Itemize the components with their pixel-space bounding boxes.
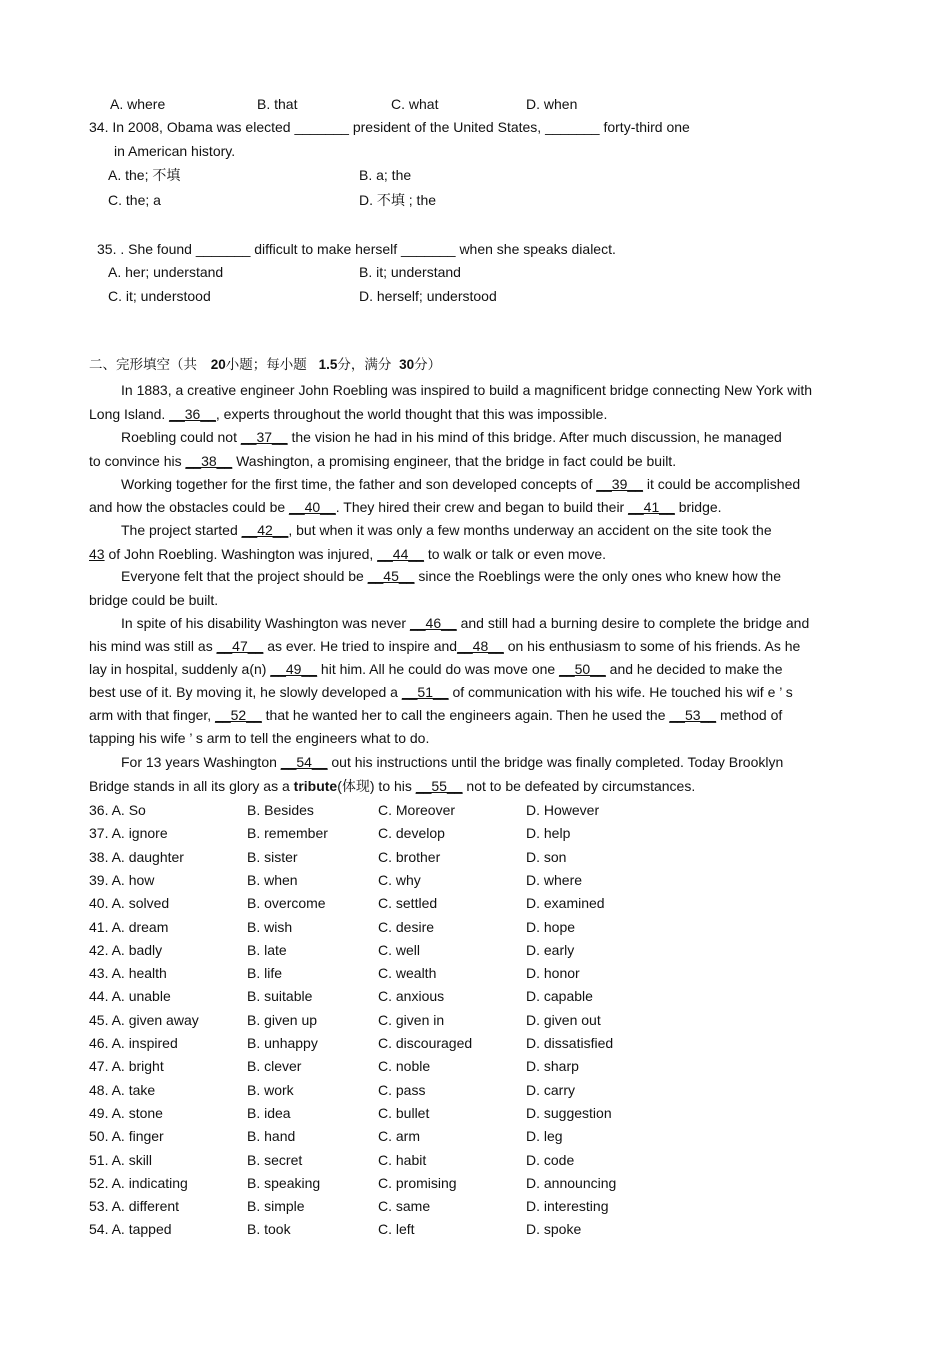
q33-option-c: C. what bbox=[391, 96, 439, 112]
q33-option-d: D. when bbox=[526, 96, 578, 112]
blank-51: __51__ bbox=[401, 684, 449, 700]
question-44-option-b: B. suitable bbox=[247, 988, 313, 1005]
passage-text: Bridge stands in all its glory as a bbox=[89, 778, 294, 794]
blank-41: __41__ bbox=[628, 499, 675, 515]
section-heading-part: 小题；每小题 bbox=[225, 357, 307, 372]
question-49-option-a: 49. A. stone bbox=[89, 1104, 163, 1121]
question-42-option-b: B. late bbox=[247, 941, 287, 958]
passage-text: In spite of his disability Washington was never bbox=[121, 615, 410, 631]
blank-50: __50__ bbox=[559, 661, 606, 677]
blank-54: __54__ bbox=[280, 754, 328, 770]
question-50-option-d: D. leg bbox=[526, 1128, 563, 1145]
blank-37: __37__ bbox=[240, 429, 288, 445]
question-52-option-b: B. speaking bbox=[247, 1174, 321, 1191]
question-47-option-a: 47. A. bright bbox=[89, 1058, 164, 1075]
question-51-option-d: D. code bbox=[526, 1151, 575, 1168]
question-49-option-d: D. suggestion bbox=[526, 1104, 612, 1121]
passage-text: Everyone felt that the project should be bbox=[121, 568, 368, 584]
question-43-option-d: D. honor bbox=[526, 965, 580, 982]
passage-line bbox=[89, 545, 606, 563]
blank-47: __47__ bbox=[216, 638, 264, 654]
question-52-option-c: C. promising bbox=[378, 1174, 457, 1191]
blank-45: __45__ bbox=[367, 568, 415, 584]
q33-option-a: A. where bbox=[110, 96, 166, 112]
blank-52: __52__ bbox=[215, 707, 262, 723]
question-46-option-c: C. discouraged bbox=[378, 1035, 473, 1051]
passage-text: For 13 years Washington bbox=[121, 754, 281, 770]
passage-text: , experts throughout the world thought that this was impossible. bbox=[215, 406, 608, 422]
passage-text: out his instructions until the bridge was finally completed. Today Brooklyn bbox=[327, 754, 784, 770]
passage-text: and how the obstacles could be bbox=[89, 499, 290, 515]
passage-line bbox=[89, 637, 800, 655]
question-52-option-d: D. announcing bbox=[526, 1174, 617, 1191]
question-39-option-d: D. where bbox=[526, 871, 583, 888]
question-46-option-b: B. unhappy bbox=[247, 1035, 318, 1051]
question-42-option-c: C. well bbox=[378, 941, 421, 958]
blank-55: __55__ bbox=[415, 778, 463, 794]
blank-46: __46__ bbox=[409, 615, 457, 631]
question-47-option-b: B. clever bbox=[247, 1058, 302, 1075]
question-36-option-b: B. Besides bbox=[247, 802, 314, 818]
question-49-option-c: C. bullet bbox=[378, 1104, 430, 1121]
question-44-option-d: D. capable bbox=[526, 988, 593, 1005]
passage-line bbox=[89, 405, 607, 423]
q33-option-b: B. that bbox=[257, 96, 298, 112]
question-38-option-b: B. sister bbox=[247, 848, 298, 865]
question-41-option-a: 41. A. dream bbox=[89, 918, 169, 935]
question-37-option-d: D. help bbox=[526, 825, 571, 842]
question-38-option-a: 38. A. daughter bbox=[89, 848, 184, 865]
q35-stem: 35. . She found _______ difficult to make herself _______ when she speaks dialect. bbox=[97, 241, 616, 257]
blank-36: __36__ bbox=[169, 406, 216, 422]
blank-38: __38__ bbox=[185, 453, 233, 469]
passage-line bbox=[89, 706, 782, 724]
question-37-option-b: B. remember bbox=[247, 825, 328, 842]
question-53-option-b: B. simple bbox=[247, 1198, 305, 1215]
passage-line bbox=[89, 683, 793, 701]
section-heading-part: 二、完形填空（共 bbox=[89, 357, 197, 372]
passage-text: to walk or talk or even move. bbox=[423, 546, 607, 562]
q34-option-b: B. a; the bbox=[359, 167, 412, 183]
q34-option-d: D. 不填 ; the bbox=[359, 192, 437, 208]
question-41-option-b: B. wish bbox=[247, 918, 293, 935]
passage-text: tapping his wife ’ s arm to tell the engineers what to do. bbox=[89, 730, 430, 746]
passage-text: hit him. All he could do was move one bbox=[317, 661, 560, 677]
passage-text: method of bbox=[716, 707, 783, 723]
q35-option-b: B. it; understand bbox=[359, 264, 461, 280]
passage-text: bridge could be built. bbox=[89, 592, 219, 608]
question-36-option-c: C. Moreover bbox=[378, 802, 456, 818]
passage-text: , but when it was only a few months underway an accident on the site took the bbox=[288, 522, 772, 538]
question-37-option-c: C. develop bbox=[378, 825, 445, 842]
question-39-option-b: B. when bbox=[247, 871, 298, 888]
q35-option-c: C. it; understood bbox=[108, 288, 211, 304]
passage-text: on his enthusiasm to some of his friends. As he bbox=[503, 638, 801, 654]
q35-option-d: D. herself; understood bbox=[359, 288, 497, 304]
passage-line bbox=[121, 381, 812, 399]
question-53-option-c: C. same bbox=[378, 1198, 431, 1215]
question-47-option-c: C. noble bbox=[378, 1058, 431, 1075]
blank-53: __53__ bbox=[669, 707, 717, 723]
question-50-option-b: B. hand bbox=[247, 1128, 296, 1145]
q35-option-a: A. her; understand bbox=[108, 264, 224, 280]
passage-line bbox=[121, 521, 772, 539]
question-41-option-d: D. hope bbox=[526, 918, 576, 935]
question-46-option-d: D. dissatisfied bbox=[526, 1035, 614, 1051]
question-49-option-b: B. idea bbox=[247, 1104, 291, 1121]
passage-text: as ever. He tried to inspire and bbox=[263, 638, 458, 654]
question-38-option-c: C. brother bbox=[378, 848, 441, 865]
question-51-option-c: C. habit bbox=[378, 1151, 427, 1168]
blank-44: __44__ bbox=[377, 546, 424, 562]
blank-49: __49__ bbox=[270, 661, 318, 677]
blank-40: __40__ bbox=[289, 499, 336, 515]
passage-text: it could be accomplished bbox=[642, 476, 801, 492]
section-heading bbox=[89, 356, 441, 374]
passage-text: to convince his bbox=[89, 453, 186, 469]
question-39-option-a: 39. A. how bbox=[89, 871, 155, 888]
section-heading-points: 1.5 bbox=[318, 357, 338, 372]
passage-text: not to be defeated by circumstances. bbox=[462, 778, 696, 794]
passage-text: arm with that finger, bbox=[89, 707, 216, 723]
question-48-option-c: C. pass bbox=[378, 1081, 426, 1098]
passage-text: best use of it. By moving it, he slowly developed a bbox=[89, 684, 402, 700]
question-54-option-b: B. took bbox=[247, 1221, 291, 1238]
passage-text: . They hired their crew and began to build their bbox=[335, 499, 629, 515]
question-50-option-c: C. arm bbox=[378, 1128, 420, 1145]
passage-line bbox=[121, 753, 783, 771]
question-36-option-d: D. However bbox=[526, 802, 600, 818]
question-42-option-d: D. early bbox=[526, 941, 575, 958]
question-40-option-a: 40. A. solved bbox=[89, 895, 170, 912]
passage-text: Working together for the first time, the father and son developed concepts of bbox=[121, 476, 597, 492]
passage-text: and still had a burning desire to complete the bridge and bbox=[456, 615, 810, 631]
passage-text: Washington, a promising engineer, that the bridge in fact could be built. bbox=[232, 453, 677, 469]
question-45-option-a: 45. A. given away bbox=[89, 1011, 199, 1028]
question-43-option-b: B. life bbox=[247, 965, 283, 982]
passage-line bbox=[89, 452, 676, 470]
section-heading-total: 30 bbox=[399, 357, 415, 372]
passage-text: and he decided to make the bbox=[605, 661, 783, 677]
blank-42: __42__ bbox=[241, 522, 289, 538]
question-50-option-a: 50. A. finger bbox=[89, 1128, 164, 1145]
question-40-option-b: B. overcome bbox=[247, 895, 326, 912]
passage-text: In 1883, a creative engineer John Roebling was inspired to build a magnificent bridge connecting New York with bbox=[121, 382, 813, 398]
question-42-option-a: 42. A. badly bbox=[89, 941, 163, 958]
passage-text: Long Island. bbox=[89, 406, 170, 422]
passage-text: his mind was still as bbox=[89, 638, 217, 654]
question-51-option-a: 51. A. skill bbox=[89, 1151, 153, 1168]
q34-option-c: C. the; a bbox=[108, 192, 161, 208]
blank-39: __39__ bbox=[596, 476, 643, 492]
passage-text: since the Roeblings were the only ones who knew how the bbox=[414, 568, 781, 584]
passage-line bbox=[121, 614, 809, 632]
question-38-option-d: D. son bbox=[526, 848, 567, 865]
question-41-option-c: C. desire bbox=[378, 918, 435, 935]
q34-stem-line2: in American history. bbox=[114, 143, 236, 159]
question-43-option-a: 43. A. health bbox=[89, 965, 167, 982]
passage-line bbox=[89, 498, 722, 516]
question-39-option-c: C. why bbox=[378, 871, 421, 888]
question-48-option-a: 48. A. take bbox=[89, 1081, 156, 1098]
passage-text: The project started bbox=[121, 522, 242, 538]
section-heading-count: 20 bbox=[210, 357, 226, 372]
question-53-option-a: 53. A. different bbox=[89, 1198, 180, 1215]
question-40-option-d: D. examined bbox=[526, 895, 605, 912]
passage-text: of John Roebling. Washington was injured, bbox=[104, 546, 378, 562]
question-36-option-a: 36. A. So bbox=[89, 802, 146, 818]
q34-option-a: A. the; 不填 bbox=[108, 167, 181, 183]
question-54-option-c: C. left bbox=[378, 1221, 415, 1238]
q34-stem-line1: 34. In 2008, Obama was elected _______ president of the United States, _______ forty-third one bbox=[89, 119, 690, 135]
question-45-option-b: B. given up bbox=[247, 1011, 318, 1028]
passage-line bbox=[89, 591, 218, 609]
question-37-option-a: 37. A. ignore bbox=[89, 825, 168, 842]
section-heading-part: 分） bbox=[414, 357, 442, 372]
question-44-option-a: 44. A. unable bbox=[89, 988, 171, 1005]
passage-text: lay in hospital, suddenly a(n) bbox=[89, 661, 271, 677]
question-45-option-c: C. given in bbox=[378, 1011, 445, 1028]
passage-line bbox=[89, 729, 429, 747]
question-51-option-b: B. secret bbox=[247, 1151, 303, 1168]
passage-line bbox=[121, 567, 781, 585]
passage-line bbox=[89, 777, 695, 795]
blank-43: 43 bbox=[89, 546, 105, 562]
passage-text: bridge. bbox=[674, 499, 722, 515]
question-54-option-d: D. spoke bbox=[526, 1221, 582, 1238]
question-44-option-c: C. anxious bbox=[378, 988, 445, 1005]
question-48-option-d: D. carry bbox=[526, 1081, 575, 1098]
question-46-option-a: 46. A. inspired bbox=[89, 1035, 178, 1051]
passage-text: the vision he had in his mind of this bridge. After much discussion, he managed bbox=[287, 429, 782, 445]
question-52-option-a: 52. A. indicating bbox=[89, 1174, 188, 1191]
blank-48: __48__ bbox=[457, 638, 504, 654]
bold-word: tribute bbox=[293, 778, 338, 794]
passage-line bbox=[121, 428, 782, 446]
question-54-option-a: 54. A. tapped bbox=[89, 1221, 172, 1238]
section-heading-part: 分，满分 bbox=[337, 357, 392, 372]
question-45-option-d: D. given out bbox=[526, 1011, 601, 1028]
passage-text: Roebling could not bbox=[121, 429, 241, 445]
passage-text: that he wanted her to call the engineers again. Then he used the bbox=[261, 707, 670, 723]
question-53-option-d: D. interesting bbox=[526, 1198, 609, 1215]
passage-line bbox=[121, 475, 800, 493]
question-40-option-c: C. settled bbox=[378, 895, 438, 912]
passage-line bbox=[89, 660, 782, 678]
question-43-option-c: C. wealth bbox=[378, 965, 437, 982]
question-47-option-d: D. sharp bbox=[526, 1058, 579, 1075]
passage-text: (体现) to his bbox=[337, 778, 416, 794]
passage-text: of communication with his wife. He touched his wif e ’ s bbox=[448, 684, 793, 700]
question-48-option-b: B. work bbox=[247, 1081, 294, 1098]
